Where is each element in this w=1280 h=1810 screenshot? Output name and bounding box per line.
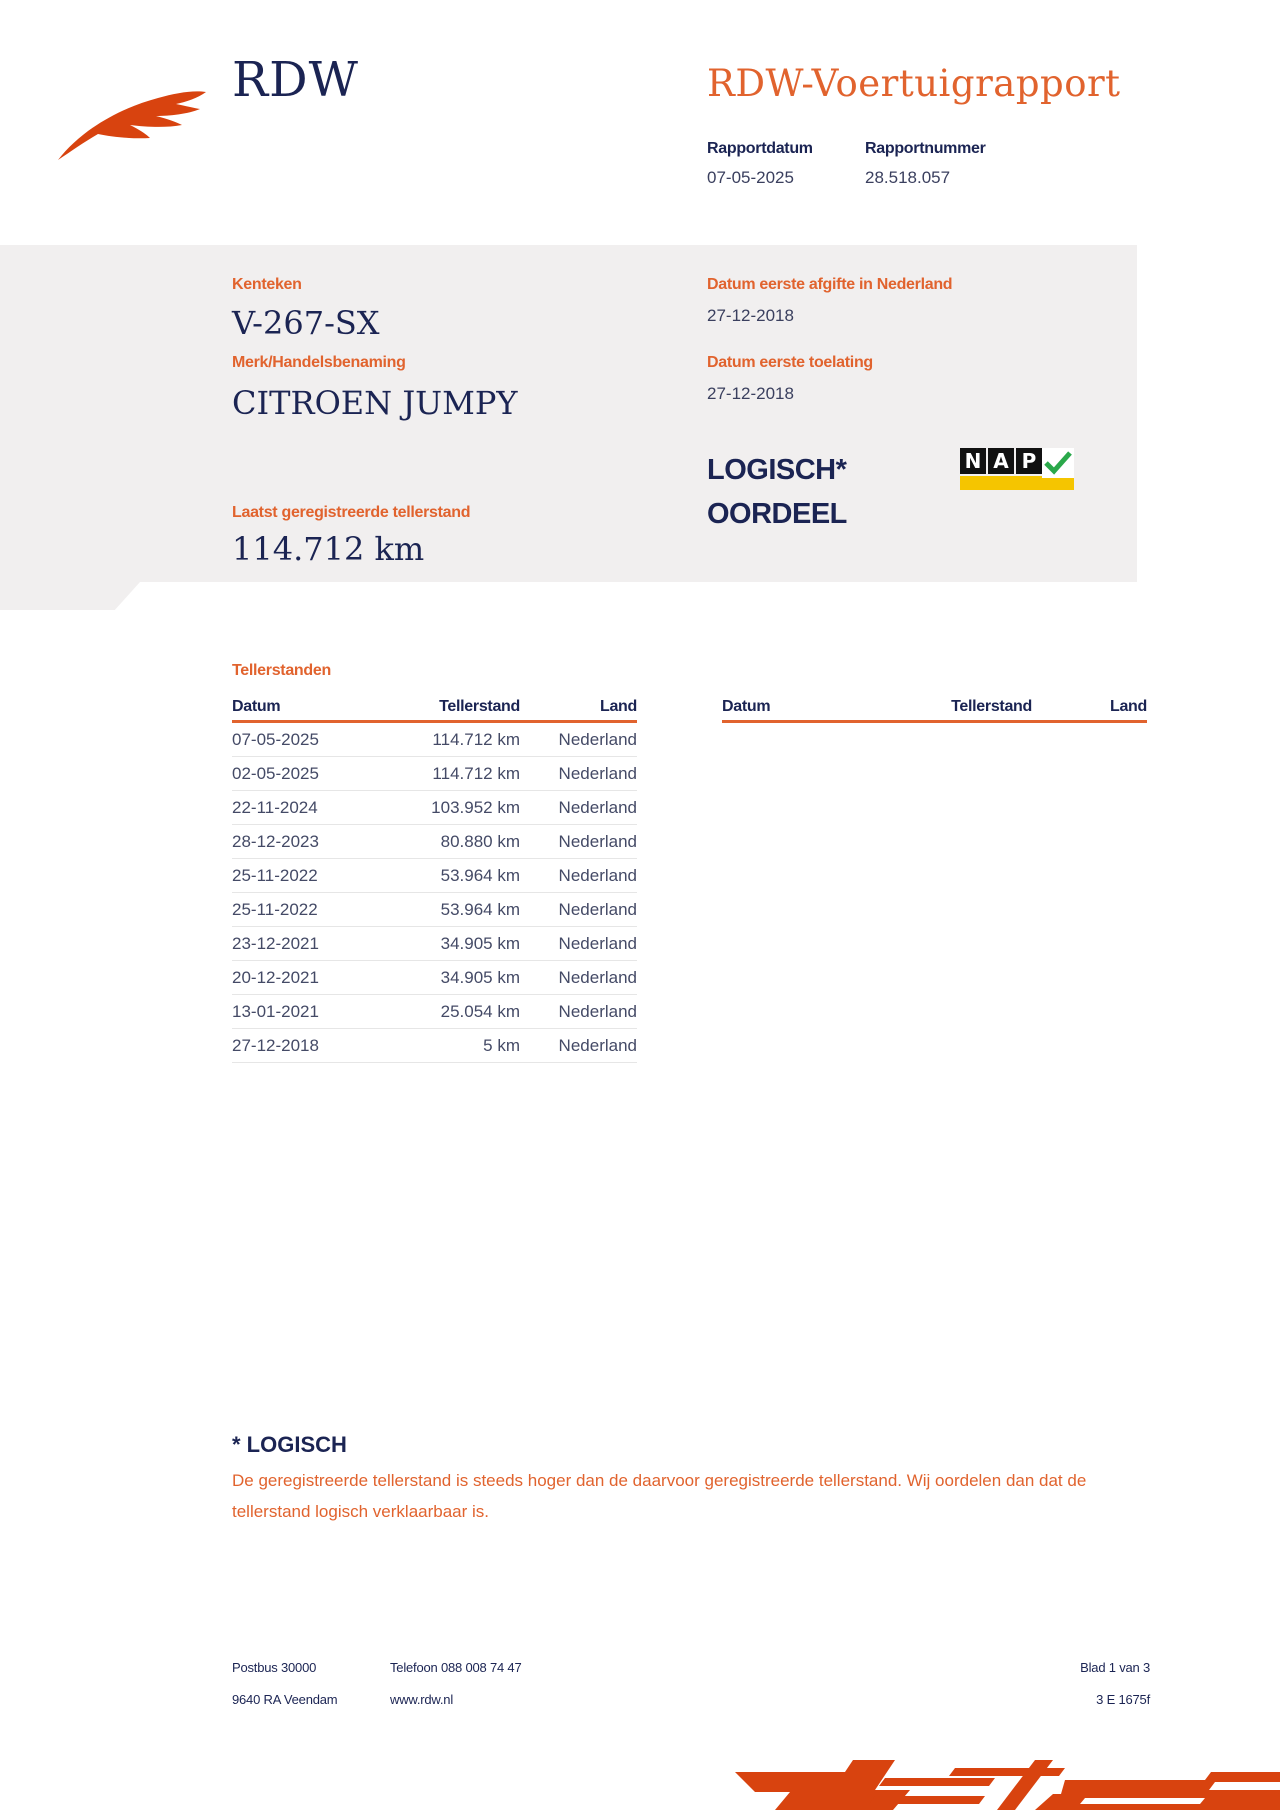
cell-date: 13-01-2021 (232, 995, 382, 1029)
footer-page-number: Blad 1 van 3 (1080, 1660, 1150, 1675)
nap-bar (960, 476, 1074, 490)
cell-country: Nederland (520, 859, 637, 893)
cell-reading: 114.712 km (382, 722, 520, 757)
cell-reading: 34.905 km (382, 961, 520, 995)
footnote-title: * LOGISCH (232, 1432, 347, 1457)
make-label: Merk/Handelsbenaming (232, 354, 406, 371)
panel-tab-shape (0, 582, 140, 610)
logo-text: RDW (232, 52, 359, 108)
first-issue-value: 27-12-2018 (707, 306, 794, 325)
cell-date: 22-11-2024 (232, 791, 382, 825)
table-row (232, 893, 637, 927)
table-row (232, 722, 637, 757)
col-reading-header-2: Tellerstand (872, 688, 1032, 722)
col-country-header-2: Land (1032, 688, 1147, 722)
cell-date: 28-12-2023 (232, 825, 382, 859)
table-row (232, 995, 637, 1029)
plate-label: Kenteken (232, 276, 302, 293)
cell-country: Nederland (520, 825, 637, 859)
cell-reading: 5 km (382, 1029, 520, 1063)
verdict-line1: LOGISCH* (707, 454, 847, 486)
table-row (232, 927, 637, 961)
checkmark-icon (1042, 448, 1074, 478)
cell-country: Nederland (520, 1029, 637, 1063)
col-date-header-2: Datum (722, 688, 872, 722)
footer-document-code: 3 E 1675f (1096, 1692, 1150, 1707)
report-title: RDW-Voertuigrapport (707, 62, 1121, 105)
odometer-label: Laatst geregistreerde tellerstand (232, 504, 471, 521)
cell-country: Nederland (520, 893, 637, 927)
col-country-header: Land (520, 688, 637, 722)
footer-phone: Telefoon 088 008 74 47 (390, 1660, 522, 1675)
nap-letter-p: P (1016, 448, 1042, 474)
nap-letter-a: A (988, 448, 1014, 474)
readings-header-row (232, 688, 637, 722)
report-date-label: Rapportdatum (707, 140, 813, 157)
cell-reading: 114.712 km (382, 757, 520, 791)
rdw-stripes-decoration (735, 1760, 1280, 1810)
report-number-label: Rapportnummer (865, 140, 986, 157)
readings-title: Tellerstanden (232, 662, 331, 679)
cell-country: Nederland (520, 995, 637, 1029)
nap-letter-n: N (960, 448, 986, 474)
cell-country: Nederland (520, 927, 637, 961)
cell-country: Nederland (520, 722, 637, 757)
cell-date: 25-11-2022 (232, 893, 382, 927)
report-date: 07-05-2025 (707, 168, 794, 187)
readings-table (232, 688, 637, 1063)
cell-reading: 103.952 km (382, 791, 520, 825)
col-date-header: Datum (232, 688, 382, 722)
readings-table-continued (722, 688, 1147, 723)
table-row (232, 825, 637, 859)
footer-address-line1: Postbus 30000 (232, 1660, 317, 1675)
cell-reading: 25.054 km (382, 995, 520, 1029)
readings-header-row-2 (722, 688, 1147, 722)
footnote-text: De geregistreerde tellerstand is steeds hoger dan de daarvoor geregistreerde tellerstand. Wij oordelen dan dat de tellerstand logisch verklaarbaar is. (232, 1471, 1087, 1521)
plate-value: V-267-SX (232, 304, 380, 342)
report-number: 28.518.057 (865, 168, 951, 187)
table-row (232, 859, 637, 893)
cell-date: 20-12-2021 (232, 961, 382, 995)
cell-reading: 34.905 km (382, 927, 520, 961)
first-admission-label: Datum eerste toelating (707, 354, 873, 371)
first-issue-label: Datum eerste afgifte in Nederland (707, 276, 953, 293)
table-row (232, 961, 637, 995)
footer-address-line2: 9640 RA Veendam (232, 1692, 338, 1707)
rdw-logo-icon (58, 82, 208, 162)
cell-country: Nederland (520, 791, 637, 825)
cell-date: 02-05-2025 (232, 757, 382, 791)
make-value: CITROEN JUMPY (232, 384, 518, 422)
cell-date: 23-12-2021 (232, 927, 382, 961)
cell-reading: 53.964 km (382, 859, 520, 893)
vehicle-summary-panel (0, 245, 1137, 582)
cell-country: Nederland (520, 757, 637, 791)
verdict-line2: OORDEEL (707, 498, 847, 530)
footer-website[interactable]: www.rdw.nl (390, 1692, 454, 1707)
cell-country: Nederland (520, 961, 637, 995)
cell-date: 25-11-2022 (232, 859, 382, 893)
cell-date: 07-05-2025 (232, 722, 382, 757)
table-row (232, 757, 637, 791)
nap-logo (960, 448, 1074, 490)
cell-reading: 80.880 km (382, 825, 520, 859)
col-reading-header: Tellerstand (382, 688, 520, 722)
odometer-value: 114.712 km (232, 530, 425, 568)
table-row (232, 791, 637, 825)
cell-reading: 53.964 km (382, 893, 520, 927)
cell-date: 27-12-2018 (232, 1029, 382, 1063)
table-row (232, 1029, 637, 1063)
first-admission-value: 27-12-2018 (707, 384, 794, 403)
